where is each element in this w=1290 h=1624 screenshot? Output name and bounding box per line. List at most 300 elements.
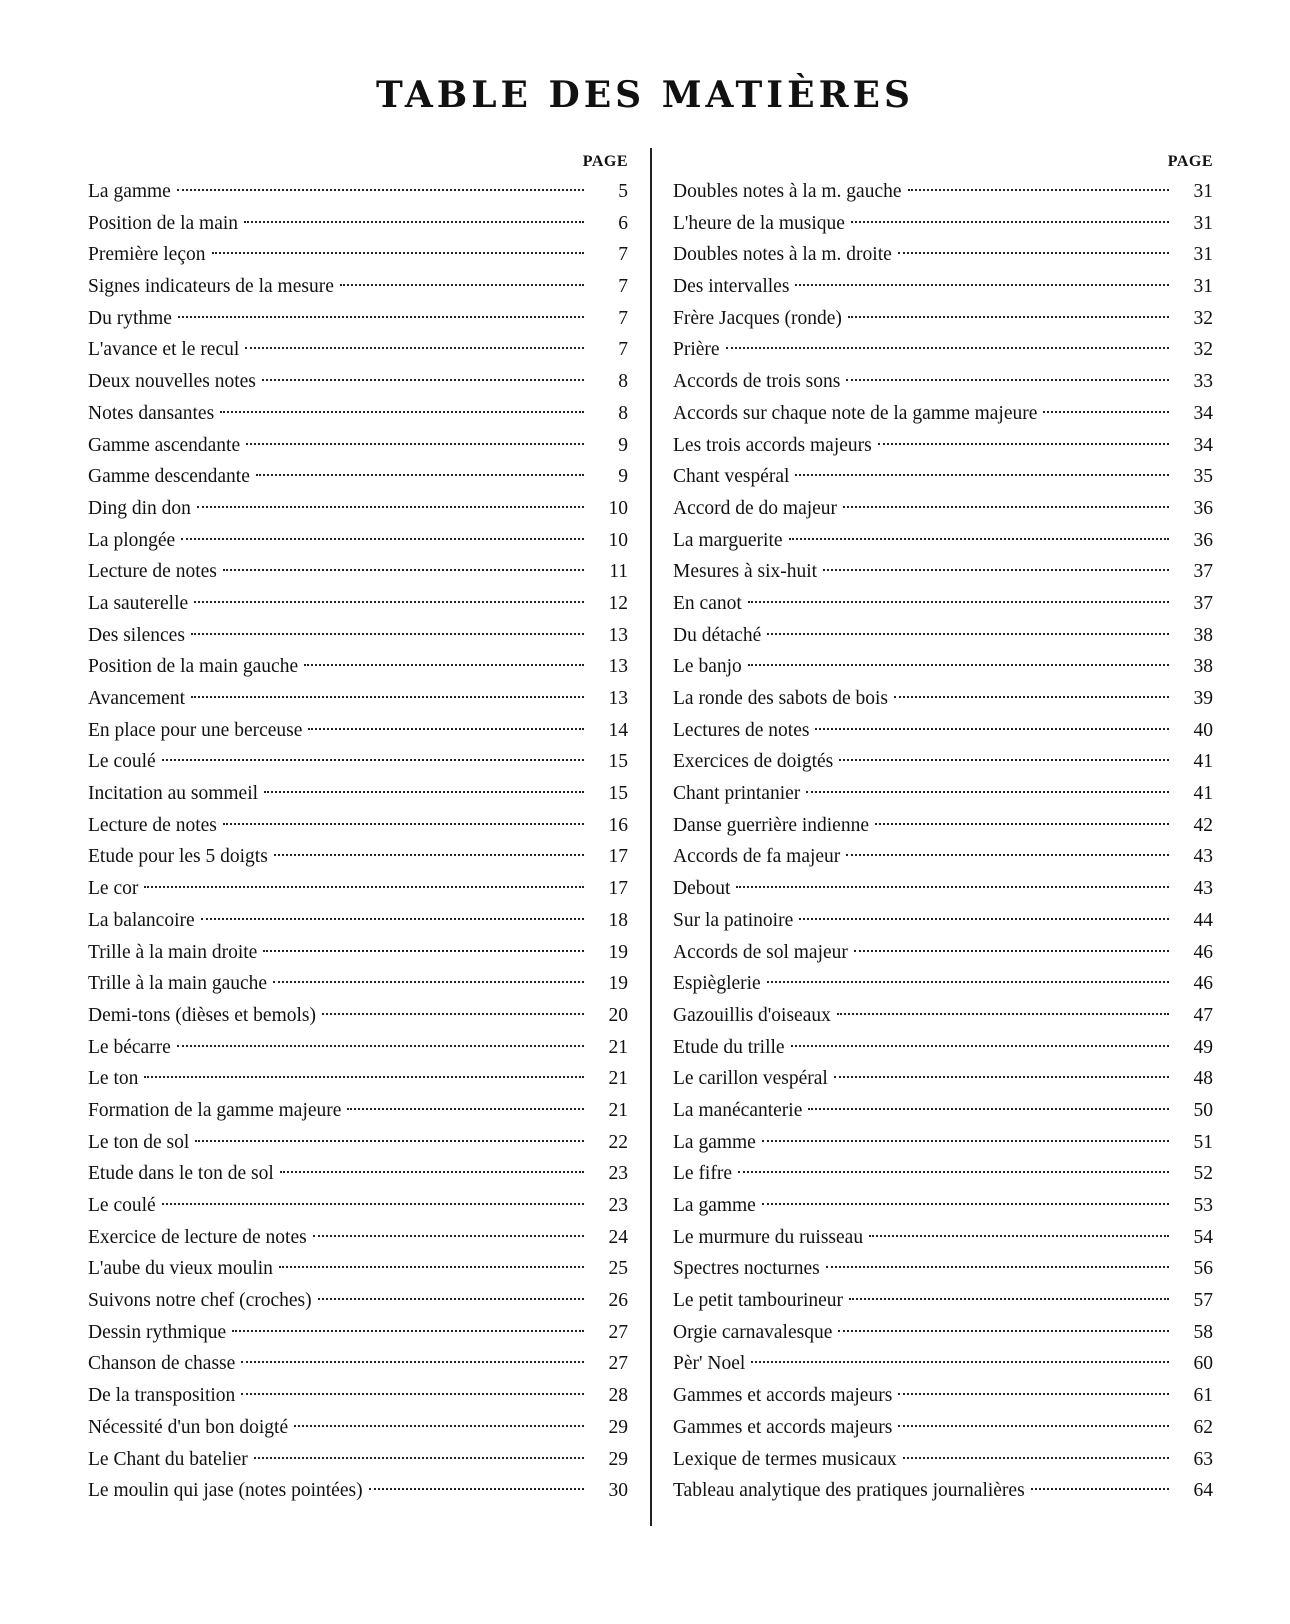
dot-leader xyxy=(767,981,1169,983)
dot-leader xyxy=(849,1298,1169,1300)
toc-entry-title: Le coulé xyxy=(88,1195,156,1216)
toc-entry xyxy=(673,1190,1213,1222)
toc-entry-title: Accords de sol majeur xyxy=(673,941,848,963)
toc-entry-title: Doubles notes à la m. gauche xyxy=(673,181,902,202)
toc-entry xyxy=(673,1000,1213,1032)
toc-entry-page: 49 xyxy=(1193,1036,1213,1058)
toc-entry-page: 30 xyxy=(608,1480,628,1502)
toc-entry-page: 63 xyxy=(1193,1448,1213,1470)
toc-entry-title: Dessin rythmique xyxy=(88,1321,227,1343)
toc-entry-title: Sur la patinoire xyxy=(673,909,794,931)
toc-entry-page: 17 xyxy=(608,878,628,900)
toc-entry xyxy=(673,715,1213,747)
toc-entry xyxy=(88,334,628,366)
toc-entry-page: 35 xyxy=(1193,466,1213,488)
toc-entry-page: 56 xyxy=(1193,1258,1213,1280)
toc-entry-page: 27 xyxy=(608,1353,628,1375)
toc-entry xyxy=(673,430,1213,462)
toc-entry-page: 29 xyxy=(608,1448,628,1470)
toc-entry-title: Accord de do majeur xyxy=(673,497,838,519)
toc-entry-title: Accords de trois sons xyxy=(673,371,841,393)
toc-entry-page: 42 xyxy=(1193,814,1213,836)
toc-entry-page: 7 xyxy=(618,339,628,361)
toc-entry-page: 9 xyxy=(618,466,628,488)
toc-entry-title: La marguerite xyxy=(673,529,783,551)
dot-leader xyxy=(263,950,584,952)
toc-entry xyxy=(673,588,1213,620)
toc-entry-title: En place pour une berceuse xyxy=(88,719,303,741)
dot-leader xyxy=(738,1171,1169,1173)
dot-leader xyxy=(903,1457,1169,1459)
toc-entry-title: La balancoire xyxy=(88,909,195,931)
toc-entry-title: Spectres nocturnes xyxy=(673,1258,820,1280)
dot-leader xyxy=(245,347,584,349)
toc-entry-title: Lectures de notes xyxy=(673,719,810,741)
toc-entry-title: En canot xyxy=(673,592,742,614)
toc-entry-title: Gamme descendante xyxy=(88,466,250,488)
toc-entry xyxy=(673,937,1213,969)
dot-leader xyxy=(195,1140,584,1142)
toc-entry-page: 5 xyxy=(618,181,628,202)
toc-entry-page: 43 xyxy=(1193,878,1213,900)
toc-entry-page: 53 xyxy=(1193,1195,1213,1216)
toc-entry-title: La gamme xyxy=(673,1195,756,1216)
toc-entry xyxy=(673,366,1213,398)
toc-entry xyxy=(88,461,628,493)
toc-entry-page: 37 xyxy=(1193,561,1213,583)
dot-leader xyxy=(826,1266,1169,1268)
toc-entry-page: 33 xyxy=(1193,371,1213,393)
toc-entry-page: 13 xyxy=(608,656,628,678)
toc-entry-title: Trille à la main droite xyxy=(88,941,258,963)
toc-entry-title: Chant printanier xyxy=(673,783,801,805)
toc-entry-title: Ding din don xyxy=(88,497,191,519)
toc-entry-page: 18 xyxy=(608,909,628,931)
toc-entry xyxy=(88,208,628,240)
toc-entry xyxy=(673,303,1213,335)
toc-entry xyxy=(673,1222,1213,1254)
toc-entry xyxy=(673,208,1213,240)
toc-entry-title: Le bécarre xyxy=(88,1036,171,1058)
toc-entry-title: Du détaché xyxy=(673,624,762,646)
toc-entry-page: 64 xyxy=(1193,1480,1213,1502)
toc-entry-page: 8 xyxy=(618,371,628,393)
toc-entry-page: 41 xyxy=(1193,783,1213,805)
toc-entry xyxy=(88,493,628,525)
dot-leader xyxy=(846,379,1169,381)
dot-leader xyxy=(839,759,1169,761)
toc-entry-title: Première leçon xyxy=(88,244,206,266)
toc-entry-title: Orgie carnavalesque xyxy=(673,1321,833,1343)
toc-entry-title: Le ton de sol xyxy=(88,1131,190,1153)
toc-entry xyxy=(673,841,1213,873)
toc-entry-page: 21 xyxy=(608,1068,628,1090)
toc-entry-page: 58 xyxy=(1193,1321,1213,1343)
dot-leader xyxy=(340,284,584,286)
dot-leader xyxy=(838,1330,1169,1332)
toc-entry-page: 34 xyxy=(1193,402,1213,424)
dot-leader xyxy=(313,1235,584,1237)
toc-entry xyxy=(673,905,1213,937)
toc-entry-title: Le Chant du batelier xyxy=(88,1448,248,1470)
toc-entry xyxy=(673,1380,1213,1412)
toc-entry-page: 32 xyxy=(1193,339,1213,361)
toc-entry xyxy=(673,620,1213,652)
toc-entry-page: 38 xyxy=(1193,656,1213,678)
toc-entry-title: Etude dans le ton de sol xyxy=(88,1163,274,1185)
toc-entry-page: 7 xyxy=(618,307,628,329)
toc-entry xyxy=(88,1032,628,1064)
toc-entry-page: 8 xyxy=(618,402,628,424)
dot-leader xyxy=(144,1076,584,1078)
toc-entry-page: 46 xyxy=(1193,973,1213,995)
toc-entry-page: 34 xyxy=(1193,434,1213,456)
toc-entry xyxy=(88,1000,628,1032)
toc-entry-title: Chanson de chasse xyxy=(88,1353,236,1375)
toc-entry-title: Le banjo xyxy=(673,656,742,678)
dot-leader xyxy=(762,1203,1169,1205)
toc-entry-title: Pèr' Noel xyxy=(673,1353,746,1375)
toc-entry-title: Tableau analytique des pratiques journalières xyxy=(673,1480,1025,1502)
toc-entry-title: Exercices de doigtés xyxy=(673,751,834,773)
toc-entry xyxy=(673,556,1213,588)
toc-entry xyxy=(88,398,628,430)
dot-leader xyxy=(241,1361,584,1363)
toc-entry xyxy=(88,176,628,208)
dot-leader xyxy=(1043,411,1169,413)
toc-entry-page: 40 xyxy=(1193,719,1213,741)
toc-entry xyxy=(88,1317,628,1349)
toc-entry-title: Danse guerrière indienne xyxy=(673,814,869,836)
dot-leader xyxy=(869,1235,1169,1237)
dot-leader xyxy=(347,1108,584,1110)
dot-leader xyxy=(815,728,1169,730)
toc-column-left xyxy=(88,148,628,1507)
toc-entry-title: Du rythme xyxy=(88,307,172,329)
dot-leader xyxy=(898,1393,1169,1395)
toc-entry-page: 61 xyxy=(1193,1385,1213,1407)
toc-column-right xyxy=(673,148,1213,1507)
toc-entry-title: Position de la main xyxy=(88,212,239,234)
toc-entry-title: Deux nouvelles notes xyxy=(88,371,256,393)
toc-entry-title: Etude du trille xyxy=(673,1036,785,1058)
toc-entry-page: 32 xyxy=(1193,307,1213,329)
toc-entry-page: 21 xyxy=(608,1036,628,1058)
toc-entry-title: Demi-tons (dièses et bemols) xyxy=(88,1004,316,1026)
dot-leader xyxy=(162,759,584,761)
toc-entry-title: Gammes et accords majeurs xyxy=(673,1416,893,1438)
dot-leader xyxy=(256,474,584,476)
toc-entry xyxy=(673,461,1213,493)
toc-entry-page: 23 xyxy=(608,1195,628,1216)
toc-entry-title: Le ton xyxy=(88,1068,139,1090)
toc-entry-page: 31 xyxy=(1193,244,1213,266)
dot-leader xyxy=(191,696,584,698)
toc-entry-title: Prière xyxy=(673,339,720,361)
dot-leader xyxy=(262,379,584,381)
dot-leader xyxy=(241,1393,584,1395)
toc-entry xyxy=(673,1348,1213,1380)
toc-entry-page: 60 xyxy=(1193,1353,1213,1375)
toc-entry xyxy=(88,556,628,588)
toc-entry-title: Gamme ascendante xyxy=(88,434,241,456)
toc-entry-page: 51 xyxy=(1193,1131,1213,1153)
toc-entry-title: Gazouillis d'oiseaux xyxy=(673,1004,831,1026)
toc-entry xyxy=(673,1127,1213,1159)
toc-entry-title: L'avance et le recul xyxy=(88,339,240,361)
toc-entry xyxy=(88,588,628,620)
toc-entry-page: 16 xyxy=(608,814,628,836)
toc-entry-page: 21 xyxy=(608,1099,628,1121)
toc-entry xyxy=(88,1348,628,1380)
dot-leader xyxy=(898,252,1169,254)
toc-entry-page: 31 xyxy=(1193,276,1213,298)
toc-entry xyxy=(88,1285,628,1317)
column-divider xyxy=(650,148,652,1526)
dot-leader xyxy=(762,1140,1169,1142)
toc-entry xyxy=(673,1412,1213,1444)
toc-entry xyxy=(673,651,1213,683)
dot-leader xyxy=(273,981,584,983)
toc-entry xyxy=(673,683,1213,715)
toc-entry xyxy=(88,873,628,905)
toc-entry-title: La sauterelle xyxy=(88,592,189,614)
toc-entry xyxy=(88,651,628,683)
toc-entry-title: Trille à la main gauche xyxy=(88,973,268,995)
toc-entry xyxy=(673,810,1213,842)
toc-entry-page: 9 xyxy=(618,434,628,456)
dot-leader xyxy=(254,1457,584,1459)
dot-leader xyxy=(808,1108,1169,1110)
dot-leader xyxy=(767,633,1169,635)
dot-leader xyxy=(791,1045,1169,1047)
toc-entry-page: 7 xyxy=(618,276,628,298)
dot-leader xyxy=(751,1361,1169,1363)
dot-leader xyxy=(837,1013,1169,1015)
toc-entry xyxy=(673,493,1213,525)
toc-entry-page: 26 xyxy=(608,1290,628,1312)
toc-entry-title: Gammes et accords majeurs xyxy=(673,1385,893,1407)
toc-entry-page: 36 xyxy=(1193,497,1213,519)
page-column-header: PAGE xyxy=(582,153,628,170)
dot-leader xyxy=(264,791,584,793)
toc-entry-title: Signes indicateurs de la mesure xyxy=(88,276,334,298)
toc-entry-title: Le carillon vespéral xyxy=(673,1068,828,1090)
toc-entry xyxy=(673,746,1213,778)
toc-entry-page: 15 xyxy=(608,783,628,805)
dot-leader xyxy=(223,823,584,825)
dot-leader xyxy=(201,918,584,920)
toc-entry-page: 38 xyxy=(1193,624,1213,646)
toc-entry-title: Le coulé xyxy=(88,751,156,773)
dot-leader xyxy=(322,1013,584,1015)
toc-entry-title: L'heure de la musique xyxy=(673,212,845,234)
dot-leader xyxy=(223,569,584,571)
dot-leader xyxy=(194,601,584,603)
dot-leader xyxy=(162,1203,584,1205)
toc-entry-page: 14 xyxy=(608,719,628,741)
dot-leader xyxy=(908,189,1169,191)
toc-entry-page: 29 xyxy=(608,1416,628,1438)
toc-entry-title: La ronde des sabots de bois xyxy=(673,688,888,709)
toc-entry-title: Le murmure du ruisseau xyxy=(673,1226,864,1248)
toc-entry xyxy=(88,430,628,462)
toc-entry-page: 13 xyxy=(608,624,628,646)
toc-entry-title: Exercice de lecture de notes xyxy=(88,1226,307,1248)
toc-entry-title: Des silences xyxy=(88,624,185,646)
dot-leader xyxy=(144,886,584,888)
toc-entry-page: 11 xyxy=(609,561,628,583)
dot-leader xyxy=(875,823,1169,825)
toc-entry-title: Lexique de termes musicaux xyxy=(673,1448,897,1470)
toc-entry-title: Accords sur chaque note de la gamme majeure xyxy=(673,402,1038,424)
toc-entry xyxy=(673,968,1213,1000)
dot-leader xyxy=(280,1171,584,1173)
dot-leader xyxy=(795,474,1169,476)
toc-entry-title: Etude pour les 5 doigts xyxy=(88,846,268,868)
dot-leader xyxy=(181,538,584,540)
dot-leader xyxy=(232,1330,584,1332)
toc-entry xyxy=(673,1317,1213,1349)
toc-entry xyxy=(673,1475,1213,1507)
toc-entry-page: 50 xyxy=(1193,1099,1213,1121)
dot-leader xyxy=(843,506,1169,508)
toc-entry-title: Avancement xyxy=(88,688,186,709)
dot-leader xyxy=(848,316,1169,318)
toc-entry xyxy=(88,271,628,303)
toc-entry-title: Nécessité d'un bon doigté xyxy=(88,1416,289,1438)
toc-entry xyxy=(88,968,628,1000)
toc-entry xyxy=(88,1158,628,1190)
toc-entry xyxy=(673,398,1213,430)
dot-leader xyxy=(834,1076,1169,1078)
toc-entry xyxy=(88,810,628,842)
toc-entry-page: 15 xyxy=(608,751,628,773)
toc-entry-page: 36 xyxy=(1193,529,1213,551)
dot-leader xyxy=(177,1045,584,1047)
toc-entry-title: Le cor xyxy=(88,878,139,900)
dot-leader xyxy=(748,664,1169,666)
toc-entry-page: 57 xyxy=(1193,1290,1213,1312)
dot-leader xyxy=(736,886,1169,888)
toc-entry-page: 48 xyxy=(1193,1068,1213,1090)
toc-entry-title: Des intervalles xyxy=(673,276,790,298)
toc-entry xyxy=(88,1380,628,1412)
dot-leader xyxy=(806,791,1169,793)
toc-entry-page: 37 xyxy=(1193,592,1213,614)
toc-entry-page: 25 xyxy=(608,1258,628,1280)
toc-entry xyxy=(88,905,628,937)
toc-entry-title: Le fifre xyxy=(673,1163,732,1185)
dot-leader xyxy=(369,1488,584,1490)
toc-entry xyxy=(88,778,628,810)
toc-entry-page: 19 xyxy=(608,941,628,963)
toc-entry xyxy=(673,778,1213,810)
dot-leader xyxy=(1031,1488,1169,1490)
toc-entry-page: 39 xyxy=(1193,688,1213,709)
toc-entry xyxy=(673,1158,1213,1190)
dot-leader xyxy=(898,1425,1169,1427)
dot-leader xyxy=(894,696,1169,698)
toc-entry-page: 10 xyxy=(608,497,628,519)
toc-entry xyxy=(88,525,628,557)
toc-entry-page: 17 xyxy=(608,846,628,868)
toc-entry xyxy=(88,683,628,715)
toc-entry xyxy=(88,1444,628,1476)
toc-entry-page: 44 xyxy=(1193,909,1213,931)
page-column-header: PAGE xyxy=(1167,153,1213,170)
toc-entry-page: 43 xyxy=(1193,846,1213,868)
toc-entry xyxy=(88,1063,628,1095)
dot-leader xyxy=(854,950,1169,952)
dot-leader xyxy=(878,443,1169,445)
toc-entry xyxy=(88,1412,628,1444)
toc-entry-page: 20 xyxy=(608,1004,628,1026)
toc-entry xyxy=(673,1095,1213,1127)
toc-entry-title: Le moulin qui jase (notes pointées) xyxy=(88,1480,363,1502)
toc-entry-page: 28 xyxy=(608,1385,628,1407)
toc-entry-page: 12 xyxy=(608,592,628,614)
toc-entry xyxy=(673,1444,1213,1476)
dot-leader xyxy=(294,1425,584,1427)
toc-entry xyxy=(88,366,628,398)
toc-entry-page: 31 xyxy=(1193,212,1213,234)
toc-entry-page: 19 xyxy=(608,973,628,995)
toc-entry xyxy=(88,1222,628,1254)
toc-entry-title: Lecture de notes xyxy=(88,814,217,836)
dot-leader xyxy=(846,854,1169,856)
toc-entry xyxy=(673,1285,1213,1317)
toc-entry xyxy=(88,1190,628,1222)
toc-entry xyxy=(673,271,1213,303)
toc-entry xyxy=(673,176,1213,208)
toc-entry xyxy=(88,1253,628,1285)
toc-entry-title: Debout xyxy=(673,878,731,900)
dot-leader xyxy=(304,664,584,666)
toc-entry-title: Suivons notre chef (croches) xyxy=(88,1290,312,1312)
toc-entry-title: Frère Jacques (ronde) xyxy=(673,307,842,329)
toc-entry-page: 23 xyxy=(608,1163,628,1185)
toc-entry-page: 13 xyxy=(608,688,628,709)
page-title: TABLE DES MATIÈRES xyxy=(376,74,914,116)
toc-entry-page: 22 xyxy=(608,1131,628,1153)
dot-leader xyxy=(177,189,584,191)
dot-leader xyxy=(178,316,584,318)
toc-entry-page: 54 xyxy=(1193,1226,1213,1248)
toc-entry xyxy=(673,1253,1213,1285)
toc-entry-title: La plongée xyxy=(88,529,176,551)
dot-leader xyxy=(244,221,584,223)
toc-entry-title: Le petit tambourineur xyxy=(673,1290,844,1312)
toc-entry-title: La gamme xyxy=(88,181,171,202)
toc-entry-title: De la transposition xyxy=(88,1385,236,1407)
dot-leader xyxy=(220,411,584,413)
dot-leader xyxy=(279,1266,584,1268)
toc-entry xyxy=(88,1127,628,1159)
dot-leader xyxy=(748,601,1169,603)
dot-leader xyxy=(212,252,585,254)
dot-leader xyxy=(795,284,1169,286)
dot-leader xyxy=(851,221,1169,223)
toc-entry xyxy=(673,239,1213,271)
toc-entry-title: Mesures à six-huit xyxy=(673,561,818,583)
toc-entry-title: Doubles notes à la m. droite xyxy=(673,244,892,266)
toc-entry-title: Notes dansantes xyxy=(88,402,215,424)
toc-entry-page: 6 xyxy=(618,212,628,234)
toc-entry-title: Lecture de notes xyxy=(88,561,217,583)
toc-entry-title: La manécanterie xyxy=(673,1099,803,1121)
toc-entry-page: 47 xyxy=(1193,1004,1213,1026)
